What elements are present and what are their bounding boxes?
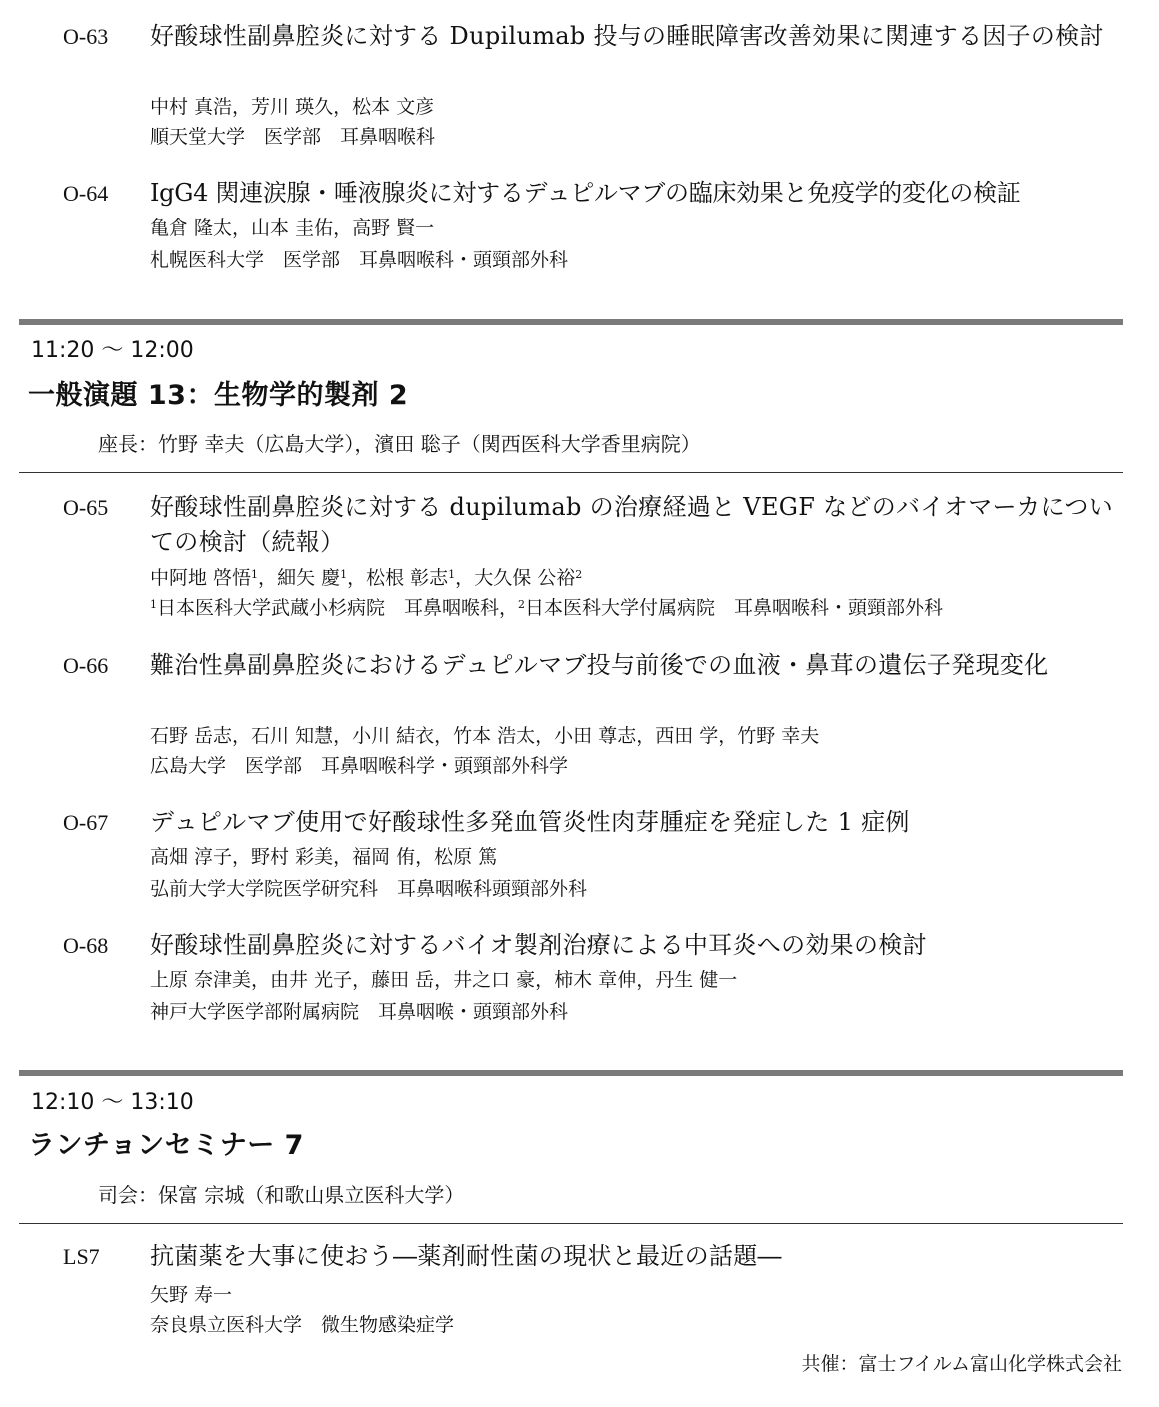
- presentation-affiliation: 神戸大学医学部附属病院 耳鼻咽喉・頭頸部外科: [150, 1001, 569, 1023]
- presentation-id: O-67: [63, 810, 109, 835]
- presentation-id: O-63: [63, 24, 109, 49]
- session-chair: 司会：保富 宗城（和歌山県立医科大学）: [98, 1183, 465, 1207]
- session-title: ランチョンセミナー 7: [28, 1130, 304, 1161]
- session-chair: 座長：竹野 幸夫（広島大学），濱田 聡子（関西医科大学香里病院）: [98, 432, 701, 456]
- affiliation-text: 日本医科大学武蔵小杉病院 耳鼻咽喉科，: [157, 597, 519, 619]
- session-title: 一般演題 13：生物学的製剤 2: [28, 380, 409, 411]
- author-separator: ，: [455, 567, 475, 589]
- presentation-authors: 上原 奈津美，由井 光子，藤田 岳，井之口 豪，柿木 章伸，丹生 健一: [150, 969, 738, 991]
- presentation-affiliation: 順天堂大学 医学部 耳鼻咽喉科: [150, 126, 436, 148]
- presentation-authors: 石野 岳志，石川 知慧，小川 結衣，竹本 浩太，小田 尊志，西田 学，竹野 幸夫: [150, 725, 820, 747]
- presentation-id: LS7: [63, 1244, 100, 1269]
- presentation-authors: [150, 564, 1110, 592]
- presentation-title: 好酸球性副鼻腔炎に対するバイオ製剤治療による中耳炎への効果の検討: [150, 931, 927, 959]
- presentation-authors: 中村 真浩，芳川 瑛久，松本 文彦: [150, 96, 435, 118]
- author-name: 大久保 公裕: [474, 567, 576, 589]
- presentation-title: 抗菌薬を大事に使おう―薬剤耐性菌の現状と最近の話題―: [150, 1242, 782, 1270]
- affiliation-text: 日本医科大学付属病院 耳鼻咽喉科・頭頸部外科: [525, 597, 944, 619]
- presentation-id: O-64: [63, 181, 109, 206]
- presentation-id: O-66: [63, 653, 109, 678]
- presentation-affiliation: 奈良県立医科大学 微生物感染症学: [150, 1314, 455, 1336]
- affiliation-mark: 2: [518, 598, 526, 611]
- sponsor-note: 共催：富士フイルム富山化学株式会社: [801, 1353, 1122, 1375]
- presentation-id: O-65: [63, 495, 109, 520]
- presentation-title: 難治性鼻副鼻腔炎におけるデュピルマブ投与前後での血液・鼻茸の遺伝子発現変化: [150, 651, 1049, 679]
- section-divider-bar: [19, 319, 1123, 325]
- presentation-affiliation: 弘前大学大学院医学研究科 耳鼻咽喉科頭頸部外科: [150, 878, 588, 900]
- author-name: 細矢 慶: [277, 567, 341, 589]
- author-separator: ，: [347, 567, 367, 589]
- affiliation-mark: 1: [150, 598, 157, 611]
- author-name: 中阿地 啓悟: [150, 567, 252, 589]
- session-time: 12:10 〜 13:10: [31, 1090, 194, 1115]
- author-name: 松根 彰志: [366, 567, 449, 589]
- section-divider-bar: [19, 1070, 1123, 1076]
- presentation-title: 好酸球性副鼻腔炎に対する dupilumab の治療経過と VEGF などのバイオマーカについての検討（続報）: [150, 493, 1114, 556]
- author-separator: ，: [258, 567, 278, 589]
- presentation-authors: 高畑 淳子，野村 彩美，福岡 侑，松原 篤: [150, 846, 498, 868]
- presentation-affiliation: [150, 594, 1110, 622]
- presentation-title: 好酸球性副鼻腔炎に対する Dupilumab 投与の睡眠障害改善効果に関連する因子の検討: [150, 22, 1104, 50]
- presentation-affiliation: 札幌医科大学 医学部 耳鼻咽喉科・頭頸部外科: [150, 249, 569, 271]
- section-rule: [19, 472, 1123, 473]
- presentation-title: デュピルマブ使用で好酸球性多発血管炎性肉芽腫症を発症した 1 症例: [150, 808, 910, 836]
- presentation-authors: 亀倉 隆太，山本 圭佑，高野 賢一: [150, 217, 435, 239]
- presentation-authors: 矢野 寿一: [150, 1284, 233, 1306]
- section-rule: [19, 1223, 1123, 1224]
- author-affiliation-mark: 2: [575, 568, 583, 581]
- author-affiliation-mark: 1: [448, 568, 456, 581]
- session-time: 11:20 〜 12:00: [31, 338, 194, 363]
- author-affiliation-mark: 1: [340, 568, 348, 581]
- author-affiliation-mark: 1: [251, 568, 259, 581]
- presentation-affiliation: 広島大学 医学部 耳鼻咽喉科学・頭頸部外科学: [150, 755, 569, 777]
- presentation-title: IgG4 関連涙腺・唾液腺炎に対するデュピルマブの臨床効果と免疫学的変化の検証: [150, 179, 1021, 207]
- presentation-id: O-68: [63, 933, 109, 958]
